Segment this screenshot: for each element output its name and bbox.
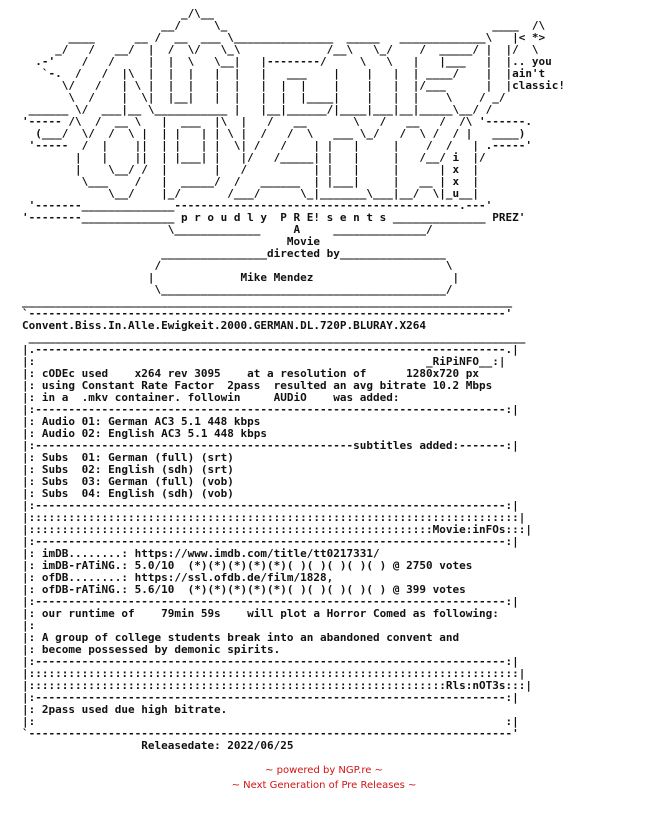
plot-line-1: A group of college students break into an abandoned convent and bbox=[41, 631, 460, 644]
ofdb-rating: ofDB-rATiNG.: 5.6/10 (*)(*)(*)(*)(*)( )( )( )( )( ) @ 399 votes bbox=[41, 583, 466, 596]
subs-03: Subs 03: German (full) (vob) bbox=[41, 475, 234, 488]
imdb-rating: imDB-rATiNG.: 5.0/10 (*)(*)(*)(*)(*)( )( )( )( )( ) @ 2750 votes bbox=[41, 559, 473, 572]
section-ripinfo: RiPiNFO bbox=[432, 355, 479, 368]
codec-line-3: in a .mkv container. followin AUDiO was added: bbox=[41, 391, 400, 404]
subs-02: Subs 02: English (sdh) (srt) bbox=[41, 463, 234, 476]
runtime-line: our runtime of 79min 59s will plot a Horror Comed as following: bbox=[41, 607, 499, 620]
section-movieinfo: Movie:inFOs bbox=[432, 523, 506, 536]
notes-line: 2pass used due high bitrate. bbox=[41, 703, 228, 716]
section-subtitles: subtitles added: bbox=[353, 439, 460, 452]
audio-01: Audio 01: German AC3 5.1 448 kbps bbox=[41, 415, 261, 428]
codec-line-2: using Constant Rate Factor 2pass resulted an avg bitrate 10.2 Mbps bbox=[41, 379, 493, 392]
credit-line-2: ~ Next Generation of Pre Releases ~ bbox=[231, 780, 417, 791]
nfo-text: _/\__ __/ \_ ____ /\ ____ __ / __ ___ \_______________ _____ _____________\ |< *> _/ / __/ | / \/ \_\ /__\ \_/ / _____/ | |/ \ .-' / / | | \ \__| |--------/ \ \ | |___ | |.. you `-. / / |\ | | | | | | ___ | | | | ____/ | |ain't \/ / | \ | | | | | | | | | | | |/___ | |classic! \ / | \| |__| | | | | |____| | | | \ / _/ ______ \/ ___|__ \___________ | |__|______/|____|___|__|_____\__/ / '----- /\ / __ \ | ___ |\ | / __ \ / __ / /\ '------. (___/ \/ / \ | | | | | \ | / / \ ___ \_/ / \ / / | ____) '----- / | || | | | | \| / / | | | | / / | .-----' | | || | |___| | |/ /_____| | | | /__/ i |/ | \__/ / | | / | | | | | x | \___ / | _____/ / ______ | |___| | __ | x | \__/ |_/ /___/ \_|_______\___|__/ \|_u__| '-------______________-------------------------------------------.---' '--------______________ p r o u d l y P R E! s e n t s ______________ PREZ' \_____________ A ______________/ Movie ________________directed by________________ / \ | Mike Mendez | \___________________________________________/ __________________________________________________________________________ `------------------------------------------------------------------------' Convent.Biss.In.Alle.Ewigkeit.2000.GERMAN.DL.720P.BLURAY.X264 ___________________________________________________________________________ |.-----------------------------------------------------------------------.| |: _RiPiNFO__:| |: cODEc used x264 rev 3095 at a resolution of 1280x720 px |: using Constant Rate Factor 2pass resulted an avg bitrate 10.2 Mbps |: in a .mkv container. followin AUDiO was added: |:-----------------------------------------------------------------------:| |: Audio 01: German AC3 5.1 448 kbps |: Audio 02: English AC3 5.1 448 kbps |:------------------------------------------------subtitles added:-------:| |: Subs 01: German (full) (srt) |: Subs 02: English (sdh) (srt) |: Subs 03: German (full) (vob) |: Subs 04: English (sdh) (vob) |:-----------------------------------------------------------------------:| |::::::::::::::::::::::::::::::::::::::::::::::::::::::::::::::::::::::::::| |:::::::::::::::::::::::::::::::::::::::::::::::::::::::::::::Movie:inFOs:::| |:-----------------------------------------------------------------------:| |: imDB........: https://www.imdb.com/title/tt0217331/ |: imDB-rATiNG.: 5.0/10 (*)(*)(*)(*)(*)( )( )( )( )( ) @ 2750 votes |: ofDB........: https://ssl.ofdb.de/film/1828, |: ofDB-rATiNG.: 5.6/10 (*)(*)(*)(*)(*)( )( )( )( )( ) @ 399 votes |:-----------------------------------------------------------------------:| |: our runtime of 79min 59s will plot a Horror Comed as following: |: |: A group of college students break into an abandoned convent and |: become possessed by demonic spirits. |:-----------------------------------------------------------------------:| |::::::::::::::::::::::::::::::::::::::::::::::::::::::::::::::::::::::::::| |:::::::::::::::::::::::::::::::::::::::::::::::::::::::::::::::Rls:nOT3s:::| |:-----------------------------------------------------------------------:| |: 2pass used due high bitrate. |: :| `-------------------------------------------------------------------------' Releasedate: 2022/06/25 bbox=[22, 7, 566, 752]
section-notes: Rls:nOT3s bbox=[445, 679, 506, 692]
subs-04: Subs 04: English (sdh) (vob) bbox=[41, 487, 234, 500]
plot-line-2: become possessed by demonic spirits. bbox=[41, 643, 281, 656]
audio-02: Audio 02: English AC3 5.1 448 kbps bbox=[41, 427, 268, 440]
subs-01: Subs 01: German (full) (srt) bbox=[41, 451, 234, 464]
credit-line-1: ~ powered by NGP.re ~ bbox=[265, 765, 383, 776]
ascii-logo: _/\__ __/ \_ ____ /\ ____ __ / __ ___ \_______________ _____ _____________\ |< *> _/ / __/ | / \/ \_\ /__\ \_/ / _____/ | |/ \ .-' / / | | \ \__| |--------/ \ \ | |___ | |.. you `-. / / |\ | | | | | | ___ | | | | ____/ | |ain't \/ / | \ | | | | | | | | | | | |/___ | |classic! \ / | \| |__| | | | | |____| | | | \ / _/ ______ \/ ___|__ \___________ | |__|______/|____|___|__|_____\__/ / '----- /\ / __ \ | ___ |\ | / __ \ / __ / /\ '------. (___/ \/ / \ | | | | | \ | / / \ ___ \_/ / \ / / | ____) '----- / | || | | | | \| / / | | | | / / | .-----' | | || | |___| | |/ /_____| | | | /__/ i |/ | \__/ / | | / | | | | | x | \___ / | _____/ / ______ | |___| | __ | x | \__/ |_/ /___/ \_|_______\___|__/ \|_u__| '-------______________-------------------------------------------.---' '--------______________ p r o u d l y P R E! s e n t s ______________ PREZ' \_____________ A ______________/ Movie ________________directed by________________ / \ | Mike Mendez | \___________________________________________/ __________________________________________________________________________ `------------------------------------------------------------------------' bbox=[22, 7, 566, 320]
release-date: Releasedate: 2022/06/25 bbox=[141, 739, 294, 752]
release-name: Convent.Biss.In.Alle.Ewigkeit.2000.GERMAN.DL.720P.BLURAY.X264 bbox=[22, 319, 426, 332]
codec-line-1: cODEc used x264 rev 3095 at a resolution of 1280x720 px bbox=[41, 367, 479, 380]
ofdb-link: ofDB........: https://ssl.ofdb.de/film/1828, bbox=[41, 571, 334, 584]
imdb-link: imDB........: https://www.imdb.com/title/tt0217331/ bbox=[41, 547, 380, 560]
